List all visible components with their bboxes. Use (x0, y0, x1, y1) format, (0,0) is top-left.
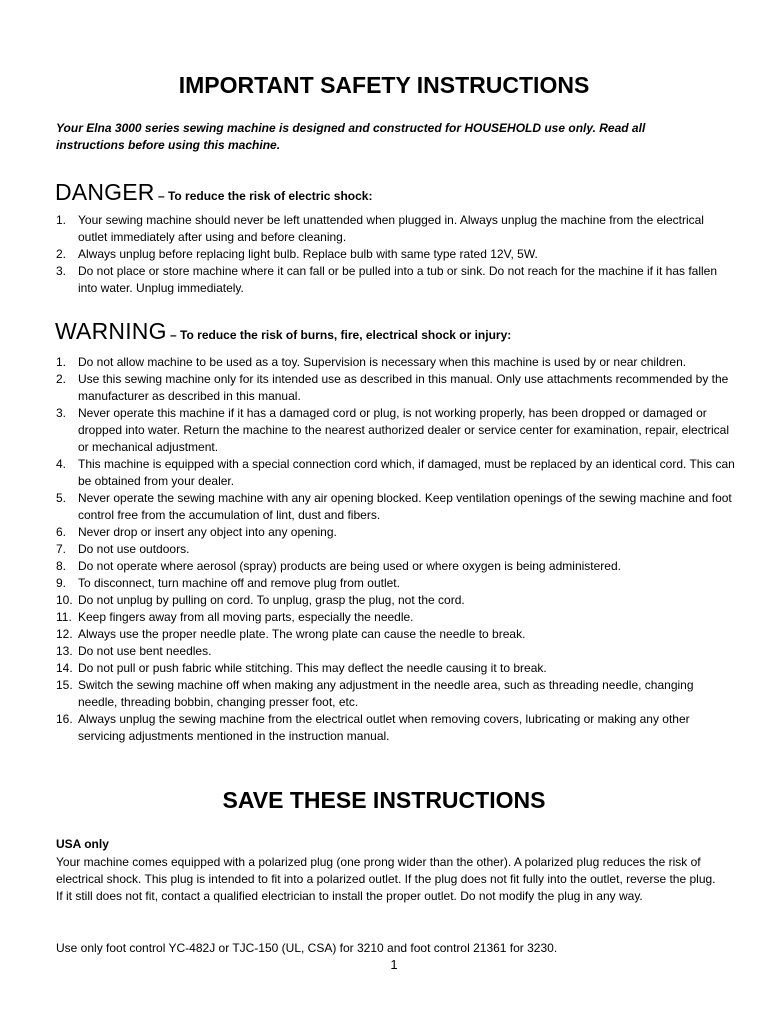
warning-item-number: 10. (56, 593, 73, 607)
danger-item-text: Your sewing machine should never be left unattended when plugged in. Always unplug the machine from the electrical outlet immediately after using and before cleaning. (78, 213, 704, 244)
warning-item-number: 8. (56, 559, 67, 573)
warning-item-text: Do not operate where aerosol (spray) products are being used or where oxygen is being administered. (78, 559, 621, 573)
warning-item-text: Do not use bent needles. (78, 644, 212, 658)
danger-item (56, 212, 736, 246)
warning-item-text: Do not use outdoors. (78, 542, 190, 556)
warning-item-number: 5. (56, 491, 67, 505)
warning-item-text: Do not allow machine to be used as a toy. Supervision is necessary when this machine is used by or near children. (78, 355, 687, 369)
danger-item-text: Always unplug before replacing light bulb. Replace bulb with same type rated 12V, 5W. (78, 247, 538, 261)
warning-item (56, 490, 736, 524)
warning-item-text: This machine is equipped with a special connection cord which, if damaged, must be replaced by an identical cord. This can be obtained from your dealer. (78, 457, 735, 488)
warning-item (56, 626, 736, 643)
warning-item (56, 371, 736, 405)
danger-heading (55, 179, 372, 206)
danger-item-number: 1. (56, 213, 67, 227)
warning-item (56, 541, 736, 558)
warning-subheading: – To reduce the risk of burns, fire, electrical shock or injury: (166, 328, 512, 342)
danger-item-number: 3. (56, 264, 67, 278)
foot-control-note: Use only foot control YC-482J or TJC-150 (UL, CSA) for 3210 and foot control 21361 for 3230. (56, 941, 558, 955)
warning-item-number: 4. (56, 457, 67, 471)
warning-item (56, 558, 736, 575)
warning-item-number: 11. (56, 610, 72, 624)
danger-label: DANGER (55, 179, 155, 205)
danger-item-text: Do not place or store machine where it can fall or be pulled into a tub or sink. Do not reach for the machine if it has fallen into water. Unplug immediately. (78, 264, 718, 295)
warning-item-text: Always unplug the sewing machine from the electrical outlet when removing covers, lubricating or making any other servicing adjustments mentioned in the instruction manual. (78, 712, 690, 743)
warning-item-number: 3. (56, 406, 67, 420)
warning-item-number: 9. (56, 576, 67, 590)
warning-item-number: 6. (56, 525, 67, 539)
page-title: IMPORTANT SAFETY INSTRUCTIONS (178, 72, 590, 98)
danger-subheading: – To reduce the risk of electric shock: (154, 189, 373, 203)
warning-item-text: Always use the proper needle plate. The wrong plate can cause the needle to break. (78, 627, 526, 641)
warning-item (56, 677, 736, 711)
warning-item-number: 14. (56, 661, 73, 675)
warning-item-number: 16. (56, 712, 73, 726)
warning-item (56, 643, 736, 660)
danger-item (56, 263, 736, 297)
warning-item-text: Never drop or insert any object into any opening. (78, 525, 337, 539)
usa-only-body: Your machine comes equipped with a polarized plug (one prong wider than the other). A polarized plug reduces the risk of electrical shock. This plug is intended to fit into a polarized outlet. If the plug does not fit fully into the outlet, reverse the plug. If it still does not fit, contact a qualified electrician to install the proper outlet. Do not modify the plug in any way. (56, 855, 716, 903)
warning-item-text: Never operate the sewing machine with any air opening blocked. Keep ventilation openings of the sewing machine and foot control free from the accumulation of lint, dust and fibers. (78, 491, 732, 522)
intro-text: Your Elna 3000 series sewing machine is designed and constructed for HOUSEHOLD use only. Read all instructions before using this machine. (56, 121, 646, 152)
warning-item-number: 1. (56, 355, 67, 369)
warning-item (56, 456, 736, 490)
warning-item (56, 354, 736, 371)
warning-item (56, 609, 736, 626)
warning-item (56, 660, 736, 677)
warning-item (56, 711, 736, 745)
warning-item-text: Keep fingers away from all moving parts, especially the needle. (78, 610, 414, 624)
warning-item (56, 405, 736, 456)
danger-item (56, 246, 736, 263)
danger-list (56, 212, 736, 297)
warning-heading (55, 318, 511, 345)
warning-item-number: 15. (56, 678, 73, 692)
warning-item-text: Use this sewing machine only for its intended use as described in this manual. Only use attachments recommended by the manufacturer as described in this manual. (78, 372, 729, 403)
warning-item-number: 7. (56, 542, 67, 556)
save-instructions-title: SAVE THESE INSTRUCTIONS (222, 787, 546, 813)
warning-item-text: Do not unplug by pulling on cord. To unplug, grasp the plug, not the cord. (78, 593, 465, 607)
warning-item-text: Never operate this machine if it has a damaged cord or plug, is not working properly, has been dropped or damaged or dropped into water. Return the machine to the nearest authorized dealer or service center for examination, repair, electrical or mechanical adjustment. (78, 406, 730, 454)
page-number: 1 (390, 957, 398, 972)
warning-label: WARNING (55, 318, 167, 344)
danger-item-number: 2. (56, 247, 67, 261)
usa-only-heading: USA only (56, 837, 109, 851)
warning-item-text: Switch the sewing machine off when making any adjustment in the needle area, such as threading needle, changing needle, threading bobbin, changing presser foot, etc. (78, 678, 694, 709)
warning-item-number: 2. (56, 372, 67, 386)
warning-item (56, 524, 736, 541)
warning-item-number: 13. (56, 644, 73, 658)
warning-item (56, 575, 736, 592)
warning-item-text: To disconnect, turn machine off and remove plug from outlet. (78, 576, 400, 590)
warning-list (56, 354, 736, 745)
warning-item-number: 12. (56, 627, 73, 641)
warning-item-text: Do not pull or push fabric while stitching. This may deflect the needle causing it to break. (78, 661, 547, 675)
warning-item (56, 592, 736, 609)
